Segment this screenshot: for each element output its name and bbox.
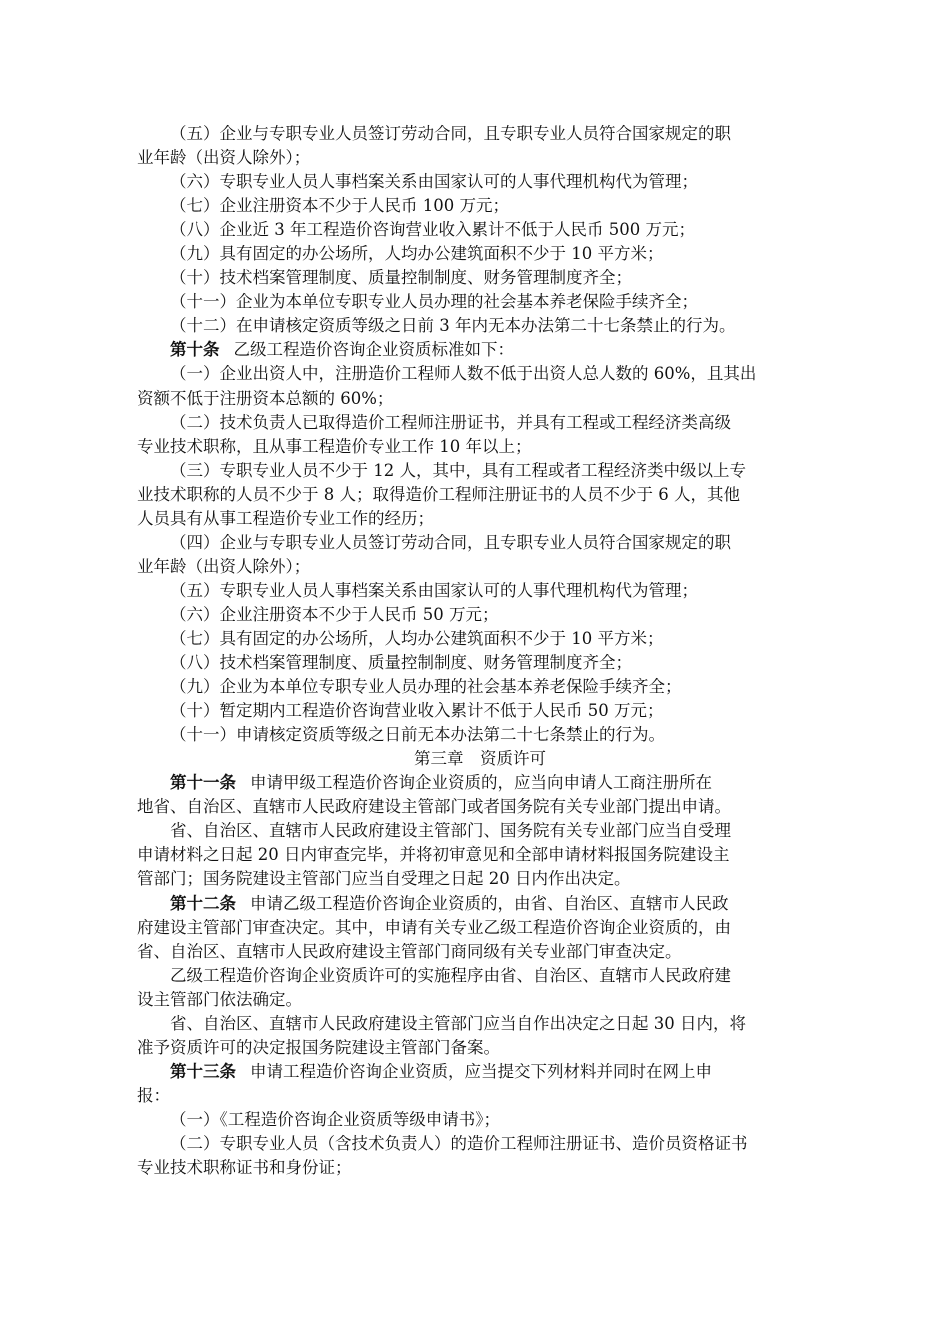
line-text: （七）企业注册资本不少于人民币 100 万元； — [170, 196, 509, 216]
paragraph — [137, 1132, 823, 1180]
chapter-title: 第三章 资质许可 — [414, 749, 546, 769]
text-line — [137, 795, 823, 819]
line-text: 省、自治区、直辖市人民政府建设主管部门应当自作出决定之日起 30 日内，将 — [170, 1013, 746, 1033]
document-page — [137, 122, 823, 1180]
text-line — [137, 940, 823, 964]
line-text: 报： — [137, 1085, 170, 1105]
line-text: （八）企业近 3 年工程造价咨询营业收入累计不低于人民币 500 万元； — [170, 220, 695, 240]
text-line — [137, 819, 823, 843]
text-line — [137, 266, 823, 290]
line-text: （十一）申请核定资质等级之日前无本办法第二十七条禁止的行为。 — [170, 725, 665, 745]
line-text: 管部门；国务院建设主管部门应当自受理之日起 20 日内作出决定。 — [137, 869, 631, 889]
paragraph — [137, 579, 823, 603]
text-line — [137, 916, 823, 940]
text-line — [137, 1108, 823, 1132]
paragraph — [137, 122, 823, 170]
article-paragraph — [137, 892, 823, 964]
text-line — [137, 531, 823, 555]
line-text: （十）暂定期内工程造价咨询营业收入累计不低于人民币 50 万元； — [170, 701, 664, 721]
paragraph — [137, 218, 823, 242]
line-text: 准予资质许可的决定报国务院建设主管部门备案。 — [137, 1037, 500, 1057]
paragraph — [137, 723, 823, 747]
text-line — [137, 867, 823, 891]
paragraph — [137, 699, 823, 723]
text-line — [137, 771, 823, 795]
paragraph — [137, 675, 823, 699]
article-number: 第十条 — [170, 340, 220, 360]
text-line — [137, 459, 823, 483]
text-line — [137, 603, 823, 627]
line-text: （二）技术负责人已取得造价工程师注册证书，并具有工程或工程经济类高级 — [170, 412, 731, 432]
paragraph — [137, 314, 823, 338]
line-text: （九）具有固定的办公场所，人均办公建筑面积不少于 10 平方米； — [170, 244, 664, 264]
paragraph — [137, 242, 823, 266]
line-text: （一）企业出资人中，注册造价工程师人数不低于出资人总人数的 60%，且其出 — [170, 364, 757, 384]
text-line — [137, 483, 823, 507]
text-line — [137, 1036, 823, 1060]
text-line — [137, 242, 823, 266]
line-text: 申请乙级工程造价咨询企业资质的，由省、自治区、直辖市人民政 — [250, 893, 729, 913]
line-text: （二）专职专业人员（含技术负责人）的造价工程师注册证书、造价员资格证书 — [170, 1133, 748, 1153]
line-text: 业年龄（出资人除外）； — [137, 556, 311, 576]
line-text: 设主管部门依法确定。 — [137, 989, 302, 1009]
line-text: （七）具有固定的办公场所，人均办公建筑面积不少于 10 平方米； — [170, 628, 664, 648]
line-text: （十二）在申请核定资质等级之日前 3 年内无本办法第二十七条禁止的行为。 — [170, 316, 736, 336]
paragraph — [137, 531, 823, 579]
paragraph — [137, 1108, 823, 1132]
article-number: 第十二条 — [170, 893, 236, 913]
text-line — [137, 1132, 823, 1156]
paragraph — [137, 603, 823, 627]
line-text: 乙级工程造价咨询企业资质标准如下： — [233, 340, 514, 360]
text-line — [137, 218, 823, 242]
line-text: （一）《工程造价咨询企业资质等级申请书》； — [170, 1109, 500, 1129]
text-line — [137, 964, 823, 988]
line-text: 地省、自治区、直辖市人民政府建设主管部门或者国务院有关专业部门提出申请。 — [137, 797, 731, 817]
line-text: 专业技术职称，且从事工程造价专业工作 10 年以上； — [137, 436, 532, 456]
line-text: 申请材料之日起 20 日内审查完毕，并将初审意见和全部申请材料报国务院建设主 — [137, 845, 730, 865]
line-text: 省、自治区、直辖市人民政府建设主管部门、国务院有关专业部门应当自受理 — [170, 821, 731, 841]
line-text: （八）技术档案管理制度、质量控制制度、财务管理制度齐全； — [170, 653, 632, 673]
text-line — [137, 507, 823, 531]
line-text: 府建设主管部门审查决定。其中，申请有关专业乙级工程造价咨询企业资质的，由 — [137, 917, 731, 937]
line-text: 申请工程造价咨询企业资质，应当提交下列材料并同时在网上申 — [250, 1061, 712, 1081]
line-text: 资额不低于注册资本总额的 60%； — [137, 388, 394, 408]
text-line — [137, 170, 823, 194]
article-number: 第十三条 — [170, 1061, 236, 1081]
line-text: （四）企业与专职专业人员签订劳动合同，且专职专业人员符合国家规定的职 — [170, 532, 731, 552]
paragraph — [137, 362, 823, 410]
article-paragraph — [137, 338, 823, 362]
line-text: 申请甲级工程造价咨询企业资质的，应当向申请人工商注册所在 — [250, 773, 712, 793]
text-line — [137, 675, 823, 699]
text-line — [137, 122, 823, 146]
line-text: 专业技术职称证书和身份证； — [137, 1158, 352, 1178]
line-text: （五）企业与专职专业人员签订劳动合同，且专职专业人员符合国家规定的职 — [170, 124, 731, 143]
line-text: （九）企业为本单位专职专业人员办理的社会基本养老保险手续齐全； — [170, 677, 682, 697]
text-line — [137, 146, 823, 170]
text-line — [137, 338, 823, 362]
text-line — [137, 651, 823, 675]
line-text: 人员具有从事工程造价专业工作的经历； — [137, 508, 434, 528]
text-line — [137, 843, 823, 867]
text-line — [137, 362, 823, 386]
text-line — [137, 314, 823, 338]
line-text: 业技术职称的人员不少于 8 人；取得造价工程师注册证书的人员不少于 6 人，其他 — [137, 484, 740, 504]
paragraph — [137, 170, 823, 194]
text-line — [137, 723, 823, 747]
text-line — [137, 1084, 823, 1108]
paragraph — [137, 194, 823, 218]
text-line — [137, 555, 823, 579]
line-text: 省、自治区、直辖市人民政府建设主管部门商同级有关专业部门审查决定。 — [137, 941, 682, 961]
line-text: （五）专职专业人员人事档案关系由国家认可的人事代理机构代为管理； — [170, 580, 698, 600]
text-line — [137, 387, 823, 411]
line-text: 乙级工程造价咨询企业资质许可的实施程序由省、自治区、直辖市人民政府建 — [170, 965, 731, 985]
paragraph — [137, 459, 823, 531]
text-line — [137, 892, 823, 916]
text-line — [137, 194, 823, 218]
paragraph — [137, 964, 823, 1012]
line-text: （六）专职专业人员人事档案关系由国家认可的人事代理机构代为管理； — [170, 172, 698, 192]
text-line — [137, 1156, 823, 1180]
line-text: 业年龄（出资人除外）； — [137, 148, 311, 168]
line-text: （十一）企业为本单位专职专业人员办理的社会基本养老保险手续齐全； — [170, 292, 698, 312]
line-text: （三）专职专业人员不少于 12 人，其中，具有工程或者工程经济类中级以上专 — [170, 460, 746, 480]
paragraph — [137, 819, 823, 891]
text-line — [137, 1012, 823, 1036]
line-text: （十）技术档案管理制度、质量控制制度、财务管理制度齐全； — [170, 268, 632, 288]
paragraph — [137, 411, 823, 459]
article-paragraph — [137, 1060, 823, 1108]
article-paragraph — [137, 771, 823, 819]
text-line — [137, 435, 823, 459]
paragraph — [137, 651, 823, 675]
text-line — [137, 1060, 823, 1084]
text-line — [137, 411, 823, 435]
text-line — [137, 579, 823, 603]
text-line — [137, 290, 823, 314]
text-line — [137, 699, 823, 723]
paragraph — [137, 290, 823, 314]
chapter-heading — [137, 747, 823, 771]
paragraph — [137, 266, 823, 290]
line-text: （六）企业注册资本不少于人民币 50 万元； — [170, 604, 499, 624]
paragraph — [137, 627, 823, 651]
paragraph — [137, 1012, 823, 1060]
article-number: 第十一条 — [170, 773, 236, 793]
text-line — [137, 627, 823, 651]
text-line — [137, 988, 823, 1012]
